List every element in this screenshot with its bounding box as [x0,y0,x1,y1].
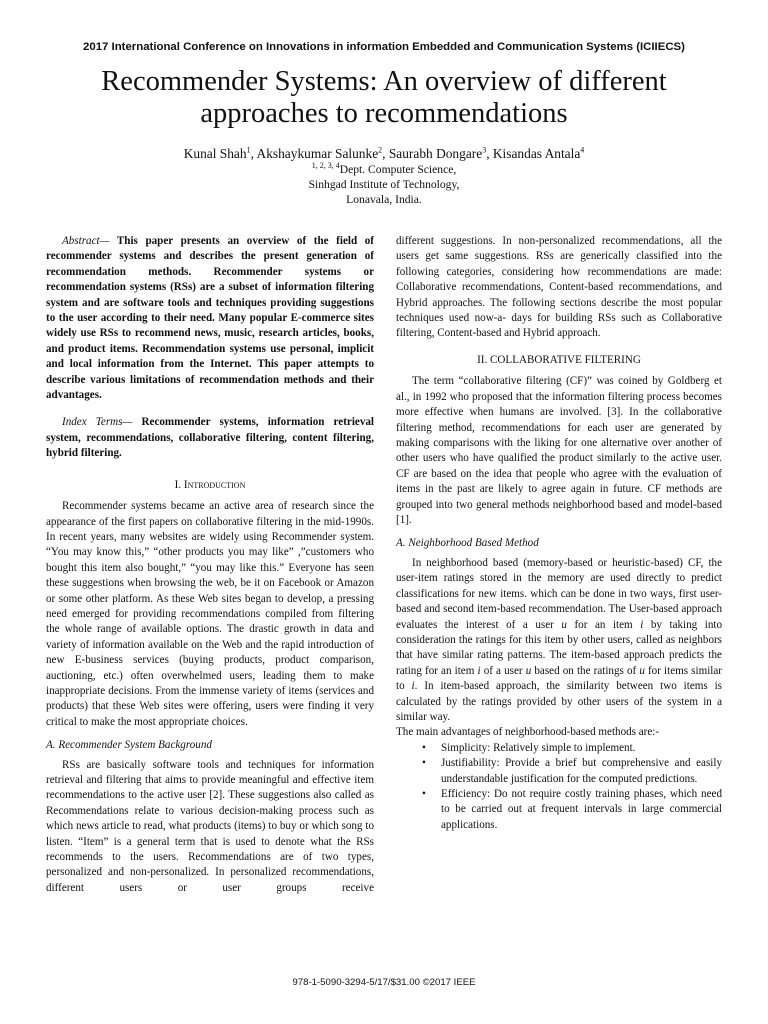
index-terms-text: Recommender systems, information retrieval system, recommendations, collaborative filtering, content filtering, hybrid filtering. [46,416,375,460]
bullet-icon: • [422,757,426,770]
affiliation-city: Lonavala, India. [346,193,422,206]
author-name: Kunal Shah [183,146,247,161]
list-item: • Justifiability: Provide a brief but comprehensive and easily understandable justification for the computed predictions. [422,757,722,785]
abstract [46,234,374,403]
list-item: • Simplicity: Relatively simple to implement. [396,741,722,756]
abstract-label: Abstract— [62,235,110,247]
section-heading-collaborative-filtering: II. COLLABORATIVE FILTERING [477,354,641,366]
affiliation-superscript: 1, 2, 3, 4 [311,161,340,171]
bullet-icon: • [422,787,426,800]
background-continued-text: different suggestions. In non-personalized recommendations, all the users get same suggestions. RSs are generically classified into the following categories, considering how recommendations are made: Collaborative recommendations, Content-based recommendations, and Hybrid approaches. The following sections describe the most popular techniques used now-a- days for building RSs such as Collaborative filtering, Content-based and Hybrid approach. [396,235,722,340]
paper-title [40,66,728,130]
bullet-icon: • [422,741,426,754]
author-name: Kisandas Antala [492,146,581,161]
section-heading-introduction: I. Introduction [174,478,246,491]
subsection-heading-background: A. Recommender System Background [46,739,212,752]
author-superscript: 1 [246,145,251,155]
left-column [46,234,374,896]
title-line-2: approaches to recommendations [200,98,568,129]
introduction-paragraph: Recommender systems became an active area of research since the appearance of the first papers on collaborative filtering in the mid-1990s. In recent years, many websites are widely using Recommender system. “You may know this,” “other products you may like” ,”customers who bought this item also bought,” “you may like this.” Everyone has seen these suggestions when browsing the web, be it on Facebook or Amazon or some other platform. As these Web sites began to develop, a pressing need emerged for providing recommendations compiled from filtering the whole range of available options. The drastic growth in data and variety of information available on the Web and the rapid introduction of new E-business services (buying products, product comparison, auctioning, etc.) often overwhelmed users, leading them to make inappropriate decisions. From the immense variety of items (services and products) that these Web sites were offering, users were finding it very critical to make the most appropriate choices. [46,500,374,728]
author-list: Kunal Shah$^1$, Akshaykumar Salunke$^2$, Saurabh Dongare$^3$, Kisandas Antala$^4$ [183,145,585,161]
author-superscript: 3 [482,145,487,155]
affiliation-institute: Sinhgad Institute of Technology, [308,178,460,191]
author-name: Saurabh Dongare [388,146,483,161]
author-superscript: 4 [580,145,585,155]
index-terms [46,415,374,461]
neighborhood-paragraph: In neighborhood based (memory-based or heuristic-based) CF, the user-item ratings stored in the memory are used directly to predict classifications for new items. which can be done in two ways, first user-based and second item-based recommendation. The User-based approach evaluates the interest of a user u for an item i by taking into consideration the ratings for this item by other users, called as neighbors that have similar rating patterns. The item-based approach predicts the rating for an item i of a user u based on the ratings of u for items similar to i. In item-based approach, the similarity between two items is calculated by the ratings provided by other users of the system in a similar way. [396,556,723,723]
background-paragraph-continued [396,234,722,341]
collaborative-filtering-paragraph: The term “collaborative filtering (CF)” was coined by Goldberg et al., in 1992 who proposed that the information filtering process becomes more effective when humans are involved. [3]. In the collaborative filtering method, recommendations for each user are generated by making comparisons with the liking for one alternative over another of other users who have qualified the product similarly to the active user. CF are based on the idea that people who agree with the evaluation of items in the past are likely to agree again in future. CF methods are grouped into two general methods neighborhood based and model-based [1]. [396,375,722,527]
abstract-text: This paper presents an overview of the field of recommender systems and describes the present generation of recommendation methods. Recommender systems or recommendation systems (RSs) are a subset of information filtering system and are software tools and techniques providing suggestions to the user according to their need. Many popular E-commerce sites widely use RSs to recommend news, music, research articles, books, and product items. Recommendation systems use personal, implicit and local information from the Internet. This paper attempts to describe various limitations of recommendation methods and their advantages. [46,235,374,402]
author-name: Akshaykumar Salunke [256,146,379,161]
affiliation-dept: $^{1, 2, 3, 4}$Dept. Computer Science, [311,161,457,176]
background-paragraph: RSs are basically software tools and techniques for information retrieval and filtering that aims to provide meaningful and effective item recommendations to the active user [2]. These suggestions also called as Recommendations relate to various decision-making process such as which news article to read, what products (items) to buy or which song to listen. “Item” is a general term that is used to denote what the RSs recommends to the users. Recommendations are of two types, personalized and non-personalized. In personalized recommendations, different users or user groups receive [46,758,374,894]
title-line-1: Recommender Systems: An overview of different [101,66,667,97]
subsection-heading-neighborhood: A. Neighborhood Based Method [396,537,539,550]
page-footer: 978-1-5090-3294-5/17/$31.00 ©2017 IEEE [292,977,476,988]
list-item: • Efficiency: Do not require costly training phases, which need to be carried out at frequent intervals in large commercial applications. [422,787,722,831]
right-column [396,234,722,833]
author-superscript: 2 [378,145,383,155]
index-terms-label: Index Terms— [62,416,133,429]
advantages-list [396,741,722,833]
conference-header: 2017 International Conference on Innovations in information Embedded and Communication Systems (ICIIECS) [83,41,685,53]
advantages-intro: The main advantages of neighborhood-based methods are:- [396,726,660,739]
